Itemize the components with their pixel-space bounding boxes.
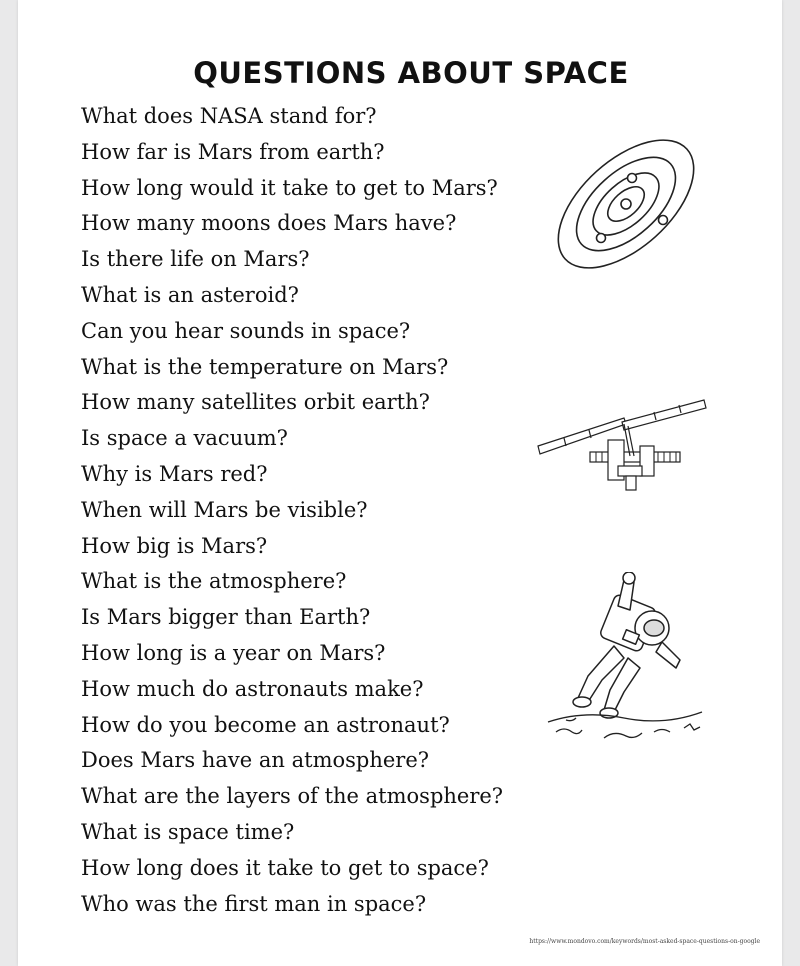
page-title: QUESTIONS ABOUT SPACE bbox=[193, 56, 629, 90]
space-station-icon bbox=[534, 396, 714, 496]
question-item: How big is Mars? bbox=[81, 533, 268, 558]
astronaut-spacewalk-icon bbox=[544, 572, 704, 752]
question-item: How many moons does Mars have? bbox=[81, 211, 457, 236]
question-item: Can you hear sounds in space? bbox=[81, 318, 411, 343]
question-item: Is Mars bigger than Earth? bbox=[81, 605, 371, 630]
question-item: How long would it take to get to Mars? bbox=[81, 175, 498, 200]
question-item: How long does it take to get to space? bbox=[81, 855, 489, 880]
question-list bbox=[81, 99, 503, 922]
solar-system-orbits-icon bbox=[548, 128, 708, 278]
question-item: Does Mars have an atmosphere? bbox=[81, 748, 430, 773]
question-item: What is an asteroid? bbox=[81, 282, 299, 307]
question-item: How far is Mars from earth? bbox=[81, 139, 385, 164]
question-item: How do you become an astronaut? bbox=[81, 712, 450, 737]
question-item: How many satellites orbit earth? bbox=[81, 390, 430, 415]
question-item: Why is Mars red? bbox=[81, 461, 268, 486]
question-item: Is space a vacuum? bbox=[81, 426, 288, 451]
source-citation: https://www.mondovo.com/keywords/most-asked-space-questions-on-google bbox=[529, 938, 760, 945]
question-item: Who was the first man in space? bbox=[81, 891, 427, 916]
question-item: What is the temperature on Mars? bbox=[81, 354, 449, 379]
question-item: What does NASA stand for? bbox=[81, 104, 377, 128]
document-page bbox=[18, 0, 782, 966]
question-item: How long is a year on Mars? bbox=[81, 640, 386, 665]
question-item: What is space time? bbox=[81, 819, 295, 844]
question-item: What are the layers of the atmosphere? bbox=[81, 784, 504, 809]
question-item: How much do astronauts make? bbox=[81, 676, 424, 701]
question-item: What is the atmosphere? bbox=[81, 569, 347, 594]
question-item: Is there life on Mars? bbox=[81, 247, 310, 272]
question-item: When will Mars be visible? bbox=[81, 497, 368, 522]
